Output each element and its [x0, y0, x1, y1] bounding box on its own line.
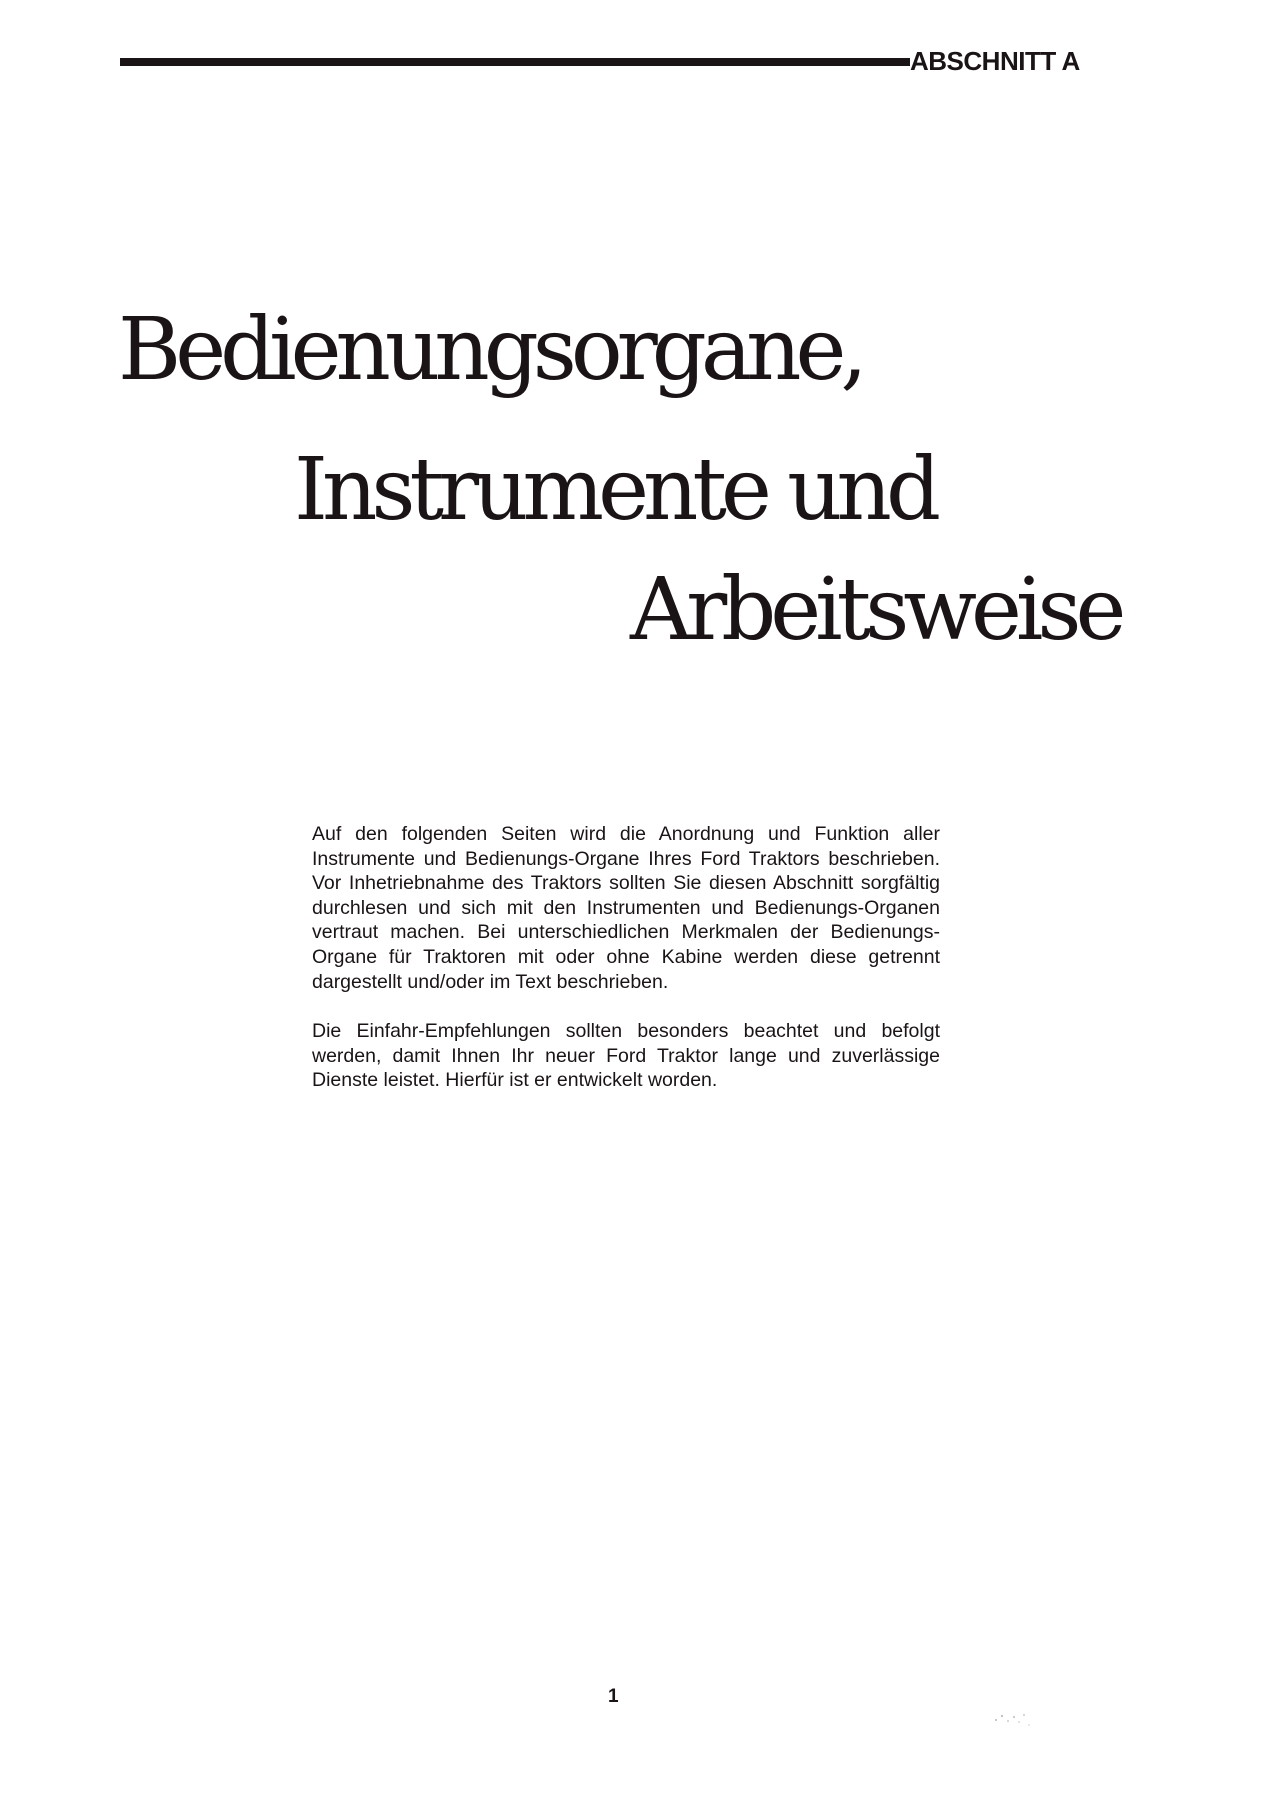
header-rule	[120, 58, 910, 66]
title-line-1: Bedienungsorgane,	[118, 300, 862, 400]
title-line-3: Arbeitsweise	[630, 560, 1121, 660]
scan-noise-mark	[990, 1706, 1036, 1730]
body-text	[312, 822, 940, 1093]
page-number: 1	[608, 1686, 619, 1707]
intro-paragraph: Auf den folgenden Seiten wird die Anordnung und Funktion aller Instrumente und Bedienungs-Organe Ihres Ford Traktors beschrieben. Vor Inhetriebnahme des Traktors sollten Sie diesen Abschnitt sorgfältig durchlesen und sich mit den Instrumenten und Bedienungs-Organen vertraut machen. Bei unterschiedlichen Merkmalen der Bedienungs-Organe für Traktoren mit oder ohne Kabine werden diese getrennt dargestellt und/oder im Text beschrieben.	[312, 823, 940, 993]
section-label: ABSCHNITT A	[910, 46, 1080, 76]
break-in-paragraph: Die Einfahr-Empfehlungen sollten besonders beachtet und befolgt werden, damit Ihnen Ihr neuer Ford Traktor lange und zuverlässige Dienste leistet. Hierfür ist er entwickelt worden.	[312, 1020, 940, 1092]
title-line-2: Instrumente und	[294, 440, 935, 540]
